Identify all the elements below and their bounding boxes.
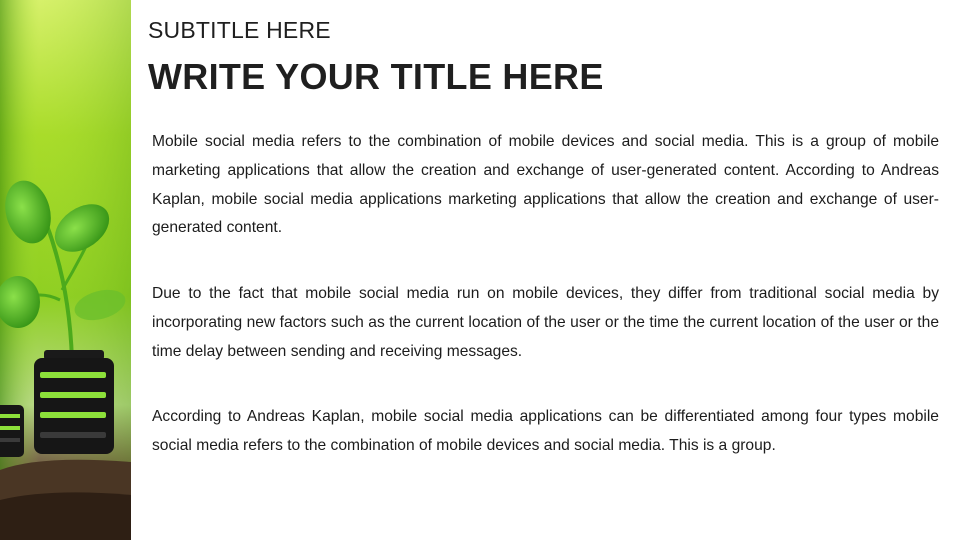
small-battery-icon [0, 405, 24, 457]
paragraph-1: Mobile social media refers to the combination of mobile devices and social media. This is a group of mobile marketing applications that allow the creation and exchange of user-generated content. According to Andreas Kaplan, mobile social media applications marketing applications that allow the creation and exchange of user-generated content. [152, 133, 939, 237]
slide-subtitle: SUBTITLE HERE [148, 17, 331, 43]
paragraph-3: According to Andreas Kaplan, mobile social media applications can be differentiated among four types mobile social media refers to the combination of mobile devices and social media. This is a group. [152, 408, 939, 454]
paragraph-2: Due to the fact that mobile social media run on mobile devices, they differ from traditional social media by incorporating new factors such as the current location of the user or the time the current location of the user or the time delay between sending and receiving messages. [152, 285, 939, 360]
slide-content [148, 0, 940, 540]
battery-icon [34, 350, 114, 454]
slide-title: WRITE YOUR TITLE HERE [148, 56, 604, 97]
plant-battery-illustration [0, 0, 131, 540]
side-photo [0, 0, 131, 540]
